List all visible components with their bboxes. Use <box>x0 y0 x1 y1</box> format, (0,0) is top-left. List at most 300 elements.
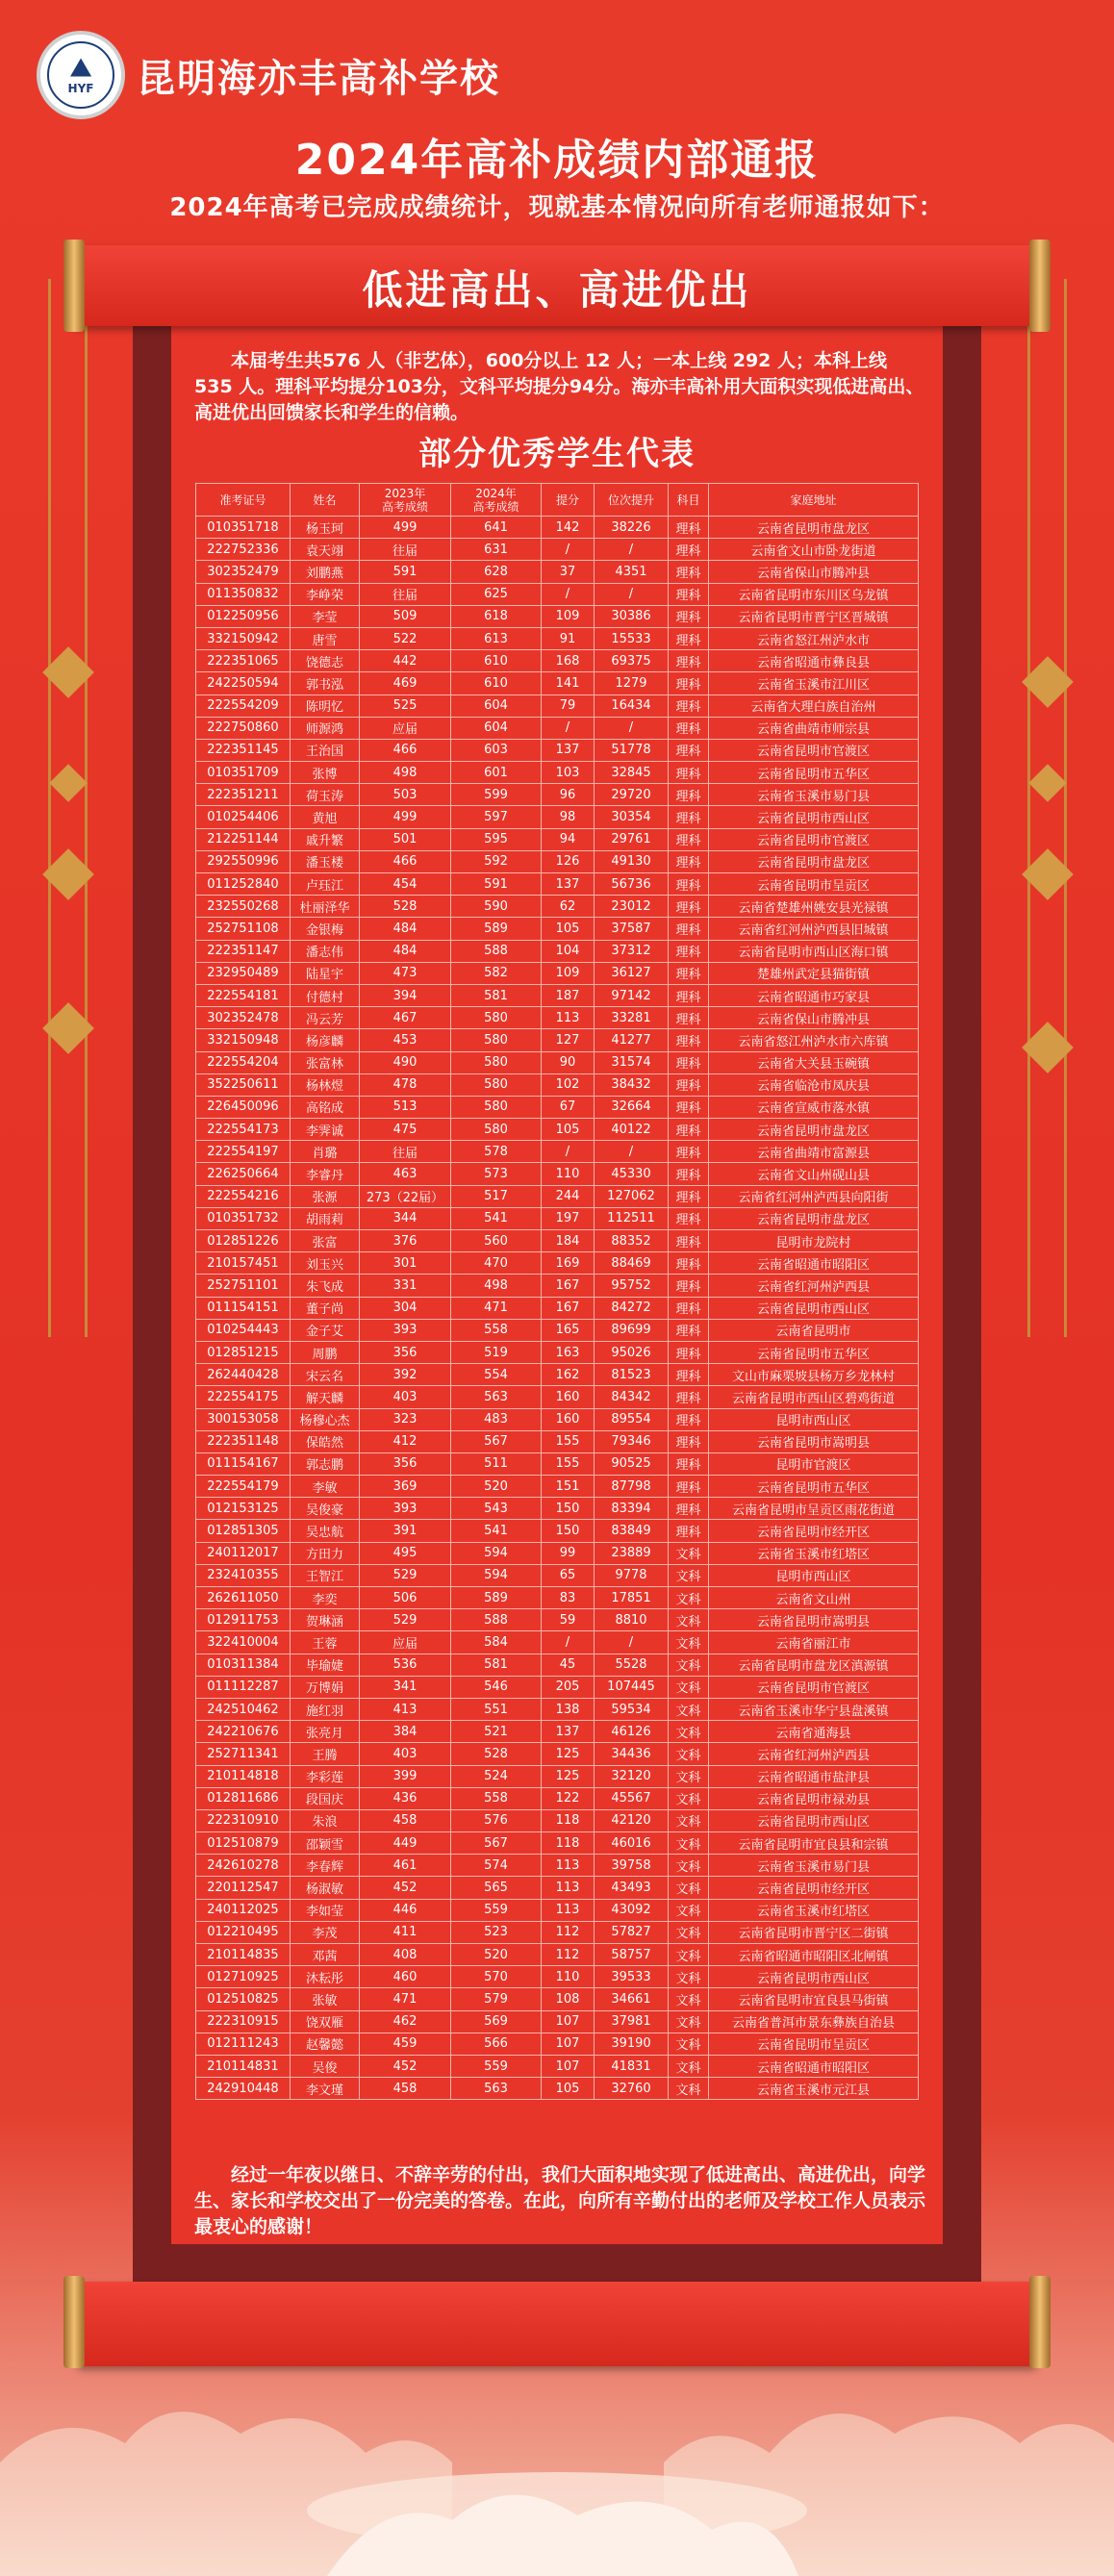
logo-mark-icon: ⛰ <box>70 54 91 83</box>
table-cell: 301 <box>360 1252 451 1275</box>
table-cell: 段国庆 <box>291 1787 360 1809</box>
table-cell: 云南省昆明市盘龙区 <box>709 850 919 872</box>
table-cell: 222554197 <box>196 1141 291 1163</box>
table-cell: 162 <box>542 1364 595 1386</box>
table-cell: 591 <box>360 561 451 583</box>
table-cell: 81523 <box>595 1364 669 1386</box>
table-cell: 79346 <box>595 1430 669 1452</box>
table-cell: 云南省玉溪市红塔区 <box>709 1542 919 1564</box>
column-header: 准考证号 <box>196 484 291 517</box>
table-cell: 352250611 <box>196 1073 291 1096</box>
table-cell: 59 <box>542 1609 595 1631</box>
table-cell: 张源 <box>291 1185 360 1207</box>
table-cell: 522 <box>360 627 451 649</box>
table-row <box>196 1452 919 1475</box>
table-cell: 23889 <box>595 1542 669 1564</box>
table-cell: 369 <box>360 1476 451 1498</box>
table-cell: 张敏 <box>291 1988 360 2010</box>
table-cell: 478 <box>360 1073 451 1096</box>
table-row <box>196 828 919 850</box>
table-cell: 云南省昆明市晋宁区晋城镇 <box>709 605 919 627</box>
table-cell: 252751108 <box>196 918 291 940</box>
table-cell: 490 <box>360 1051 451 1073</box>
table-cell: 107 <box>542 2055 595 2077</box>
table-cell: 理科 <box>669 1386 709 1408</box>
table-cell: 吴忠航 <box>291 1520 360 1542</box>
table-cell: 222554216 <box>196 1185 291 1207</box>
table-cell: 341 <box>360 1676 451 1698</box>
table-cell: 58757 <box>595 1944 669 1966</box>
table-cell: 李文瑾 <box>291 2078 360 2100</box>
table-cell: 往届 <box>360 539 451 561</box>
table-cell: 566 <box>451 2033 542 2055</box>
table-cell: 122 <box>542 1787 595 1809</box>
table-cell: 李峥荣 <box>291 583 360 605</box>
table-cell: 344 <box>360 1207 451 1229</box>
table-cell: 580 <box>451 1073 542 1096</box>
table-cell: 242210676 <box>196 1721 291 1743</box>
table-cell: 59534 <box>595 1698 669 1720</box>
table-cell: 云南省保山市腾冲县 <box>709 561 919 583</box>
table-cell: 宋云名 <box>291 1364 360 1386</box>
table-cell: 理科 <box>669 873 709 896</box>
table-cell: 012911753 <box>196 1609 291 1631</box>
table-cell: 300153058 <box>196 1408 291 1430</box>
table-cell: 文山市麻栗坡县杨万乡龙林村 <box>709 1364 919 1386</box>
table-cell: 王治国 <box>291 739 360 761</box>
table-cell: 625 <box>451 583 542 605</box>
table-cell: 理科 <box>669 1275 709 1297</box>
table-cell: 云南省昆明市西山区 <box>709 806 919 828</box>
table-cell: 222750860 <box>196 717 291 739</box>
table-cell: 475 <box>360 1119 451 1141</box>
table-cell: 95026 <box>595 1341 669 1363</box>
table-cell: 222351065 <box>196 650 291 672</box>
table-cell: 484 <box>360 918 451 940</box>
table-cell: 167 <box>542 1275 595 1297</box>
table-row <box>196 850 919 872</box>
table-cell: 云南省昆明市西山区 <box>709 1966 919 1988</box>
table-cell: 580 <box>451 1029 542 1051</box>
table-cell: 197 <box>542 1207 595 1229</box>
table-cell: 43493 <box>595 1877 669 1899</box>
table-cell: 520 <box>451 1476 542 1498</box>
table-cell: 112 <box>542 1944 595 1966</box>
table-cell: 88352 <box>595 1230 669 1252</box>
table-cell: 卢珏江 <box>291 873 360 896</box>
table-cell: 杨玉珂 <box>291 517 360 539</box>
table-cell: 466 <box>360 850 451 872</box>
table-cell: 朱飞成 <box>291 1275 360 1297</box>
table-cell: 云南省玉溪市红塔区 <box>709 1899 919 1921</box>
table-cell: 89554 <box>595 1408 669 1430</box>
table-cell: 杨穆心杰 <box>291 1408 360 1430</box>
table-cell: 454 <box>360 873 451 896</box>
table-cell: 杜丽泽华 <box>291 896 360 918</box>
table-row <box>196 717 919 739</box>
table-cell: 222351148 <box>196 1430 291 1452</box>
banner-text: 低进高出、高进优出 <box>362 266 752 314</box>
table-cell: / <box>542 583 595 605</box>
table-row <box>196 1141 919 1163</box>
table-cell: 110 <box>542 1966 595 1988</box>
table-cell: 484 <box>360 940 451 962</box>
table-row <box>196 1787 919 1809</box>
students-table <box>195 483 918 2100</box>
table-cell: 210114818 <box>196 1765 291 1787</box>
table-cell: 文科 <box>669 1787 709 1809</box>
table-cell: 567 <box>451 1430 542 1452</box>
table-cell: 理科 <box>669 896 709 918</box>
table-cell: 323 <box>360 1408 451 1430</box>
table-cell: 244 <box>542 1185 595 1207</box>
table-cell: 云南省怒江州泸水市 <box>709 627 919 649</box>
table-cell: 云南省曲靖市师宗县 <box>709 717 919 739</box>
table-cell: 69375 <box>595 650 669 672</box>
table-cell: 529 <box>360 1564 451 1586</box>
table-cell: 618 <box>451 605 542 627</box>
table-cell: 43092 <box>595 1899 669 1921</box>
table-cell: 45 <box>542 1654 595 1676</box>
table-row <box>196 1073 919 1096</box>
table-cell: 168 <box>542 650 595 672</box>
table-cell: 云南省曲靖市富源县 <box>709 1141 919 1163</box>
table-row <box>196 1430 919 1452</box>
table-cell: 262611050 <box>196 1587 291 1609</box>
table-cell: 112 <box>542 1921 595 1943</box>
table-row <box>196 1408 919 1430</box>
table-cell: 113 <box>542 1855 595 1877</box>
table-cell: 570 <box>451 1966 542 1988</box>
table-cell: 云南省宣威市落水镇 <box>709 1096 919 1118</box>
table-cell: 理科 <box>669 1185 709 1207</box>
table-cell: 46016 <box>595 1832 669 1855</box>
table-cell: 云南省丽江市 <box>709 1631 919 1654</box>
scroll-banner <box>77 245 1037 326</box>
table-row <box>196 984 919 1006</box>
header <box>37 27 500 123</box>
table-row <box>196 1364 919 1386</box>
table-cell: 41277 <box>595 1029 669 1051</box>
table-row <box>196 1966 919 1988</box>
table-cell: 012851305 <box>196 1520 291 1542</box>
column-header: 科目 <box>669 484 709 517</box>
table-cell: 冯云芳 <box>291 1007 360 1029</box>
table-cell: 云南省文山州砚山县 <box>709 1163 919 1185</box>
table-cell: 83849 <box>595 1520 669 1542</box>
table-cell: 云南省文山市卧龙街道 <box>709 539 919 561</box>
table-cell: 501 <box>360 828 451 850</box>
table-cell: 273（22届） <box>360 1185 451 1207</box>
table-cell: 李敏 <box>291 1476 360 1498</box>
table-cell: 565 <box>451 1877 542 1899</box>
table-cell: 理科 <box>669 739 709 761</box>
table-cell: 222554181 <box>196 984 291 1006</box>
table-cell: / <box>595 1141 669 1163</box>
table-row <box>196 1855 919 1877</box>
table-cell: 杨淑敏 <box>291 1877 360 1899</box>
table-cell: 潘志伟 <box>291 940 360 962</box>
table-cell: 322410004 <box>196 1631 291 1654</box>
table-cell: / <box>542 1141 595 1163</box>
table-cell: 39190 <box>595 2033 669 2055</box>
table-cell: 588 <box>451 1609 542 1631</box>
table-cell: 412 <box>360 1430 451 1452</box>
table-cell: 613 <box>451 627 542 649</box>
table-cell: 云南省昆明市五华区 <box>709 1476 919 1498</box>
table-cell: 394 <box>360 984 451 1006</box>
table-cell: 8810 <box>595 1609 669 1631</box>
table-cell: / <box>595 583 669 605</box>
table-cell: 104 <box>542 940 595 962</box>
table-row <box>196 1654 919 1676</box>
table-cell: 理科 <box>669 627 709 649</box>
table-cell: 138 <box>542 1698 595 1720</box>
table-cell: 理科 <box>669 1364 709 1386</box>
table-cell: 云南省昆明市西山区海口镇 <box>709 940 919 962</box>
table-cell: 云南省昆明市嵩明县 <box>709 1430 919 1452</box>
table-cell: 580 <box>451 1096 542 1118</box>
table-cell: 李春辉 <box>291 1855 360 1877</box>
table-cell: 理科 <box>669 1163 709 1185</box>
table-cell: 105 <box>542 1119 595 1141</box>
table-cell: 222752336 <box>196 539 291 561</box>
table-cell: 90525 <box>595 1452 669 1475</box>
table-cell: 理科 <box>669 1007 709 1029</box>
table-cell: 49130 <box>595 850 669 872</box>
table-cell: 师源鸿 <box>291 717 360 739</box>
table-row <box>196 1051 919 1073</box>
table-cell: 吴俊豪 <box>291 1498 360 1520</box>
table-cell: 519 <box>451 1341 542 1363</box>
table-cell: 4351 <box>595 561 669 583</box>
table-cell: 文科 <box>669 1743 709 1765</box>
table-cell: / <box>542 717 595 739</box>
table-cell: 荷玉涛 <box>291 784 360 806</box>
table-cell: 109 <box>542 605 595 627</box>
table-cell: 31574 <box>595 1051 669 1073</box>
table-cell: 16434 <box>595 695 669 717</box>
table-cell: 107 <box>542 2033 595 2055</box>
table-cell: 文科 <box>669 1698 709 1720</box>
table-cell: 37981 <box>595 2010 669 2033</box>
table-cell: 242610278 <box>196 1855 291 1877</box>
table-cell: 理科 <box>669 1230 709 1252</box>
table-cell: 理科 <box>669 962 709 984</box>
table-cell: 17851 <box>595 1587 669 1609</box>
table-cell: 赵馨懿 <box>291 2033 360 2055</box>
table-cell: 473 <box>360 962 451 984</box>
table-cell: 昆明市西山区 <box>709 1564 919 1586</box>
table-cell: 陈明忆 <box>291 695 360 717</box>
table-cell: 222310910 <box>196 1809 291 1831</box>
table-cell: 109 <box>542 962 595 984</box>
table-cell: 232950489 <box>196 962 291 984</box>
table-cell: / <box>595 539 669 561</box>
table-cell: 393 <box>360 1498 451 1520</box>
table-cell: 391 <box>360 1520 451 1542</box>
table-cell: 昆明市官渡区 <box>709 1452 919 1475</box>
table-cell: 460 <box>360 1966 451 1988</box>
table-cell: 云南省昆明市官渡区 <box>709 828 919 850</box>
table-cell: 520 <box>451 1944 542 1966</box>
table-cell: 65 <box>542 1564 595 1586</box>
table-cell: 521 <box>451 1721 542 1743</box>
school-name: 昆明海亦丰高补学校 <box>137 56 500 101</box>
table-cell: 466 <box>360 739 451 761</box>
table-cell: 105 <box>542 2078 595 2100</box>
table-cell: / <box>542 539 595 561</box>
table-cell: 604 <box>451 695 542 717</box>
table-cell: 38432 <box>595 1073 669 1096</box>
table-cell: 155 <box>542 1452 595 1475</box>
table-cell: 469 <box>360 672 451 695</box>
table-cell: 582 <box>451 962 542 984</box>
table-cell: 云南省昆明市盘龙区 <box>709 1119 919 1141</box>
table-cell: 127 <box>542 1029 595 1051</box>
table-cell: 576 <box>451 1809 542 1831</box>
table-row <box>196 1297 919 1319</box>
table-row <box>196 762 919 784</box>
table-cell: 525 <box>360 695 451 717</box>
table-cell: 137 <box>542 873 595 896</box>
table-row <box>196 1476 919 1498</box>
table-row <box>196 650 919 672</box>
table-cell: 628 <box>451 561 542 583</box>
table-cell: 118 <box>542 1809 595 1831</box>
table-cell: 理科 <box>669 1476 709 1498</box>
table-row <box>196 2033 919 2055</box>
table-cell: 452 <box>360 2055 451 2077</box>
table-row <box>196 962 919 984</box>
table-cell: 云南省昆明市盘龙区 <box>709 1207 919 1229</box>
table-cell: 51778 <box>595 739 669 761</box>
table-cell: 刘鹏燕 <box>291 561 360 583</box>
table-row <box>196 1676 919 1698</box>
table-cell: 云南省昆明市西山区 <box>709 1809 919 1831</box>
table-row <box>196 873 919 896</box>
table-cell: 506 <box>360 1587 451 1609</box>
table-cell: 495 <box>360 1542 451 1564</box>
table-cell: 010254443 <box>196 1319 291 1341</box>
table-cell: 29720 <box>595 784 669 806</box>
table-cell: 周鹏 <box>291 1341 360 1363</box>
table-cell: 理科 <box>669 1119 709 1141</box>
clouds-decoration <box>0 2347 1114 2576</box>
table-cell: 李彩莲 <box>291 1765 360 1787</box>
table-cell: 107 <box>542 2010 595 2033</box>
table-cell: 37312 <box>595 940 669 962</box>
table-cell: 云南省昆明市官渡区 <box>709 739 919 761</box>
table-cell: 524 <box>451 1765 542 1787</box>
table-cell: 云南省楚雄州姚安县光禄镇 <box>709 896 919 918</box>
table-cell: 442 <box>360 650 451 672</box>
table-cell: 222351211 <box>196 784 291 806</box>
table-row <box>196 672 919 695</box>
table-cell: 郭书泓 <box>291 672 360 695</box>
table-cell: 141 <box>542 672 595 695</box>
table-cell: 641 <box>451 517 542 539</box>
table-cell: 578 <box>451 1141 542 1163</box>
table-cell: 文科 <box>669 1542 709 1564</box>
table-row <box>196 918 919 940</box>
table-cell: 151 <box>542 1476 595 1498</box>
table-cell: 99 <box>542 1542 595 1564</box>
table-cell: 29761 <box>595 828 669 850</box>
table-cell: 楚雄州武定县猫街镇 <box>709 962 919 984</box>
table-cell: 文科 <box>669 1721 709 1743</box>
table-cell: 523 <box>451 1921 542 1943</box>
table-cell: 云南省怒江州泸水市六库镇 <box>709 1029 919 1051</box>
table-cell: 436 <box>360 1787 451 1809</box>
table-row <box>196 1564 919 1586</box>
table-cell: 理科 <box>669 1051 709 1073</box>
table-cell: 604 <box>451 717 542 739</box>
table-cell: 理科 <box>669 918 709 940</box>
table-cell: 文科 <box>669 1921 709 1943</box>
table-row <box>196 2078 919 2100</box>
table-cell: 142 <box>542 517 595 539</box>
table-cell: 文科 <box>669 1944 709 1966</box>
table-cell: 010351732 <box>196 1207 291 1229</box>
table-cell: 刘玉兴 <box>291 1252 360 1275</box>
table-cell: 云南省普洱市景东彝族自治县 <box>709 2010 919 2033</box>
table-cell: 252751101 <box>196 1275 291 1297</box>
table-cell: 32760 <box>595 2078 669 2100</box>
table-cell: 文科 <box>669 1809 709 1831</box>
table-cell: 30386 <box>595 605 669 627</box>
table-cell: 631 <box>451 539 542 561</box>
table-cell: 云南省大关县玉碗镇 <box>709 1051 919 1073</box>
table-row <box>196 806 919 828</box>
table-cell: 012510825 <box>196 1988 291 2010</box>
table-cell: 011154151 <box>196 1297 291 1319</box>
table-cell: 579 <box>451 1988 542 2010</box>
table-cell: 584 <box>451 1631 542 1654</box>
table-cell: 戚升繁 <box>291 828 360 850</box>
table-cell: 393 <box>360 1319 451 1341</box>
table-cell: 云南省昭通市盐津县 <box>709 1765 919 1787</box>
table-cell: 483 <box>451 1408 542 1430</box>
table-cell: 503 <box>360 784 451 806</box>
table-cell: 理科 <box>669 650 709 672</box>
table-cell: 云南省昭通市昭阳区北闸镇 <box>709 1944 919 1966</box>
table-cell: 云南省昆明市禄劝县 <box>709 1787 919 1809</box>
table-cell: 169 <box>542 1252 595 1275</box>
table-cell: 403 <box>360 1386 451 1408</box>
table-row <box>196 2010 919 2033</box>
table-cell: 012811686 <box>196 1787 291 1809</box>
table-cell: 李奕 <box>291 1587 360 1609</box>
table-cell: 46126 <box>595 1721 669 1743</box>
table-cell: 563 <box>451 1386 542 1408</box>
table-cell: 242910448 <box>196 2078 291 2100</box>
table-cell: 理科 <box>669 850 709 872</box>
table-cell: 011350832 <box>196 583 291 605</box>
table-cell: 356 <box>360 1452 451 1475</box>
table-cell: 云南省昆明市呈贡区雨花街道 <box>709 1498 919 1520</box>
table-row <box>196 2055 919 2077</box>
table-cell: 222554179 <box>196 1476 291 1498</box>
table-cell: 126 <box>542 850 595 872</box>
table-cell: 23012 <box>595 896 669 918</box>
table-cell: 应届 <box>360 717 451 739</box>
table-cell: 127062 <box>595 1185 669 1207</box>
table-cell: 167 <box>542 1297 595 1319</box>
table-cell: 云南省昆明市盘龙区 <box>709 517 919 539</box>
table-row <box>196 1988 919 2010</box>
table-cell: 文科 <box>669 2033 709 2055</box>
